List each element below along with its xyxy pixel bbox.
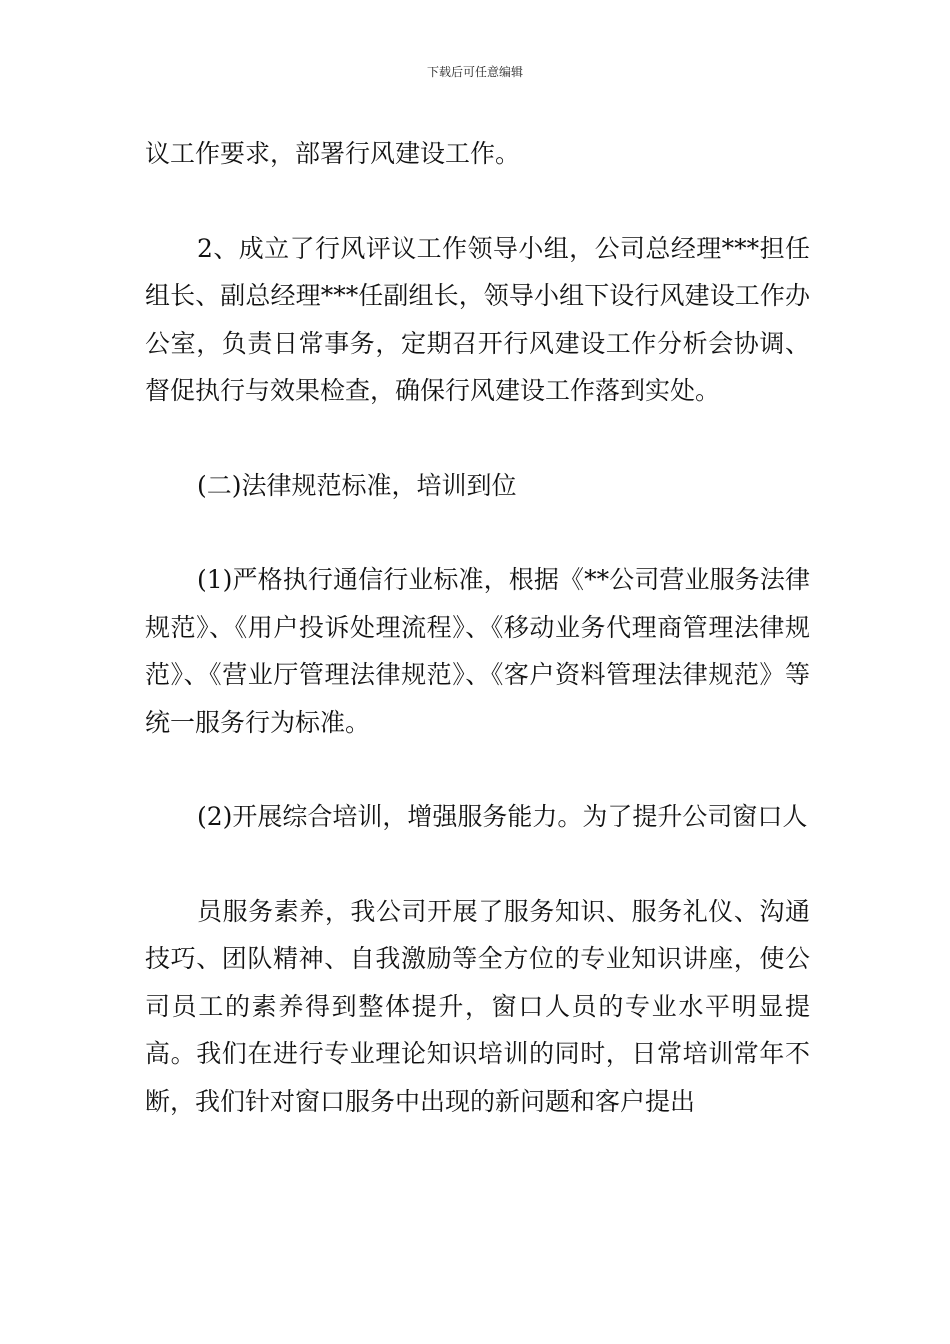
- document-body: [145, 130, 810, 1125]
- paragraph-3: (1)严格执行通信行业标准，根据《**公司营业服务法律规范》、《用户投诉处理流程》、《移动业务代理商管理法律规范》、《营业厅管理法律规范》、《客户资料管理法律规范》等统一服务行为标准。: [145, 565, 810, 737]
- paragraph-4: (2)开展综合培训，增强服务能力。为了提升公司窗口人: [197, 802, 808, 831]
- paragraph-1: 议工作要求，部署行风建设工作。: [145, 139, 521, 168]
- section-heading: (二)法律规范标准，培训到位: [197, 470, 517, 500]
- paragraph-5: 员服务素养，我公司开展了服务知识、服务礼仪、沟通技巧、团队精神、自我激励等全方位的专业知识讲座，使公司员工的素养得到整体提升，窗口人员的专业水平明显提高。我们在进行专业理论知识培训的同时，日常培训常年不断，我们针对窗口服务中出现的新问题和客户提出: [145, 896, 810, 1116]
- page-header: 下载后可任意编辑: [426, 65, 523, 79]
- paragraph-2: 2、成立了行风评议工作领导小组，公司总经理***担任组长、副总经理***任副组长，领导小组下设行风建设工作办公室，负责日常事务，定期召开行风建设工作分析会协调、督促执行与效果检查，确保行风建设工作落到实处。: [145, 233, 810, 405]
